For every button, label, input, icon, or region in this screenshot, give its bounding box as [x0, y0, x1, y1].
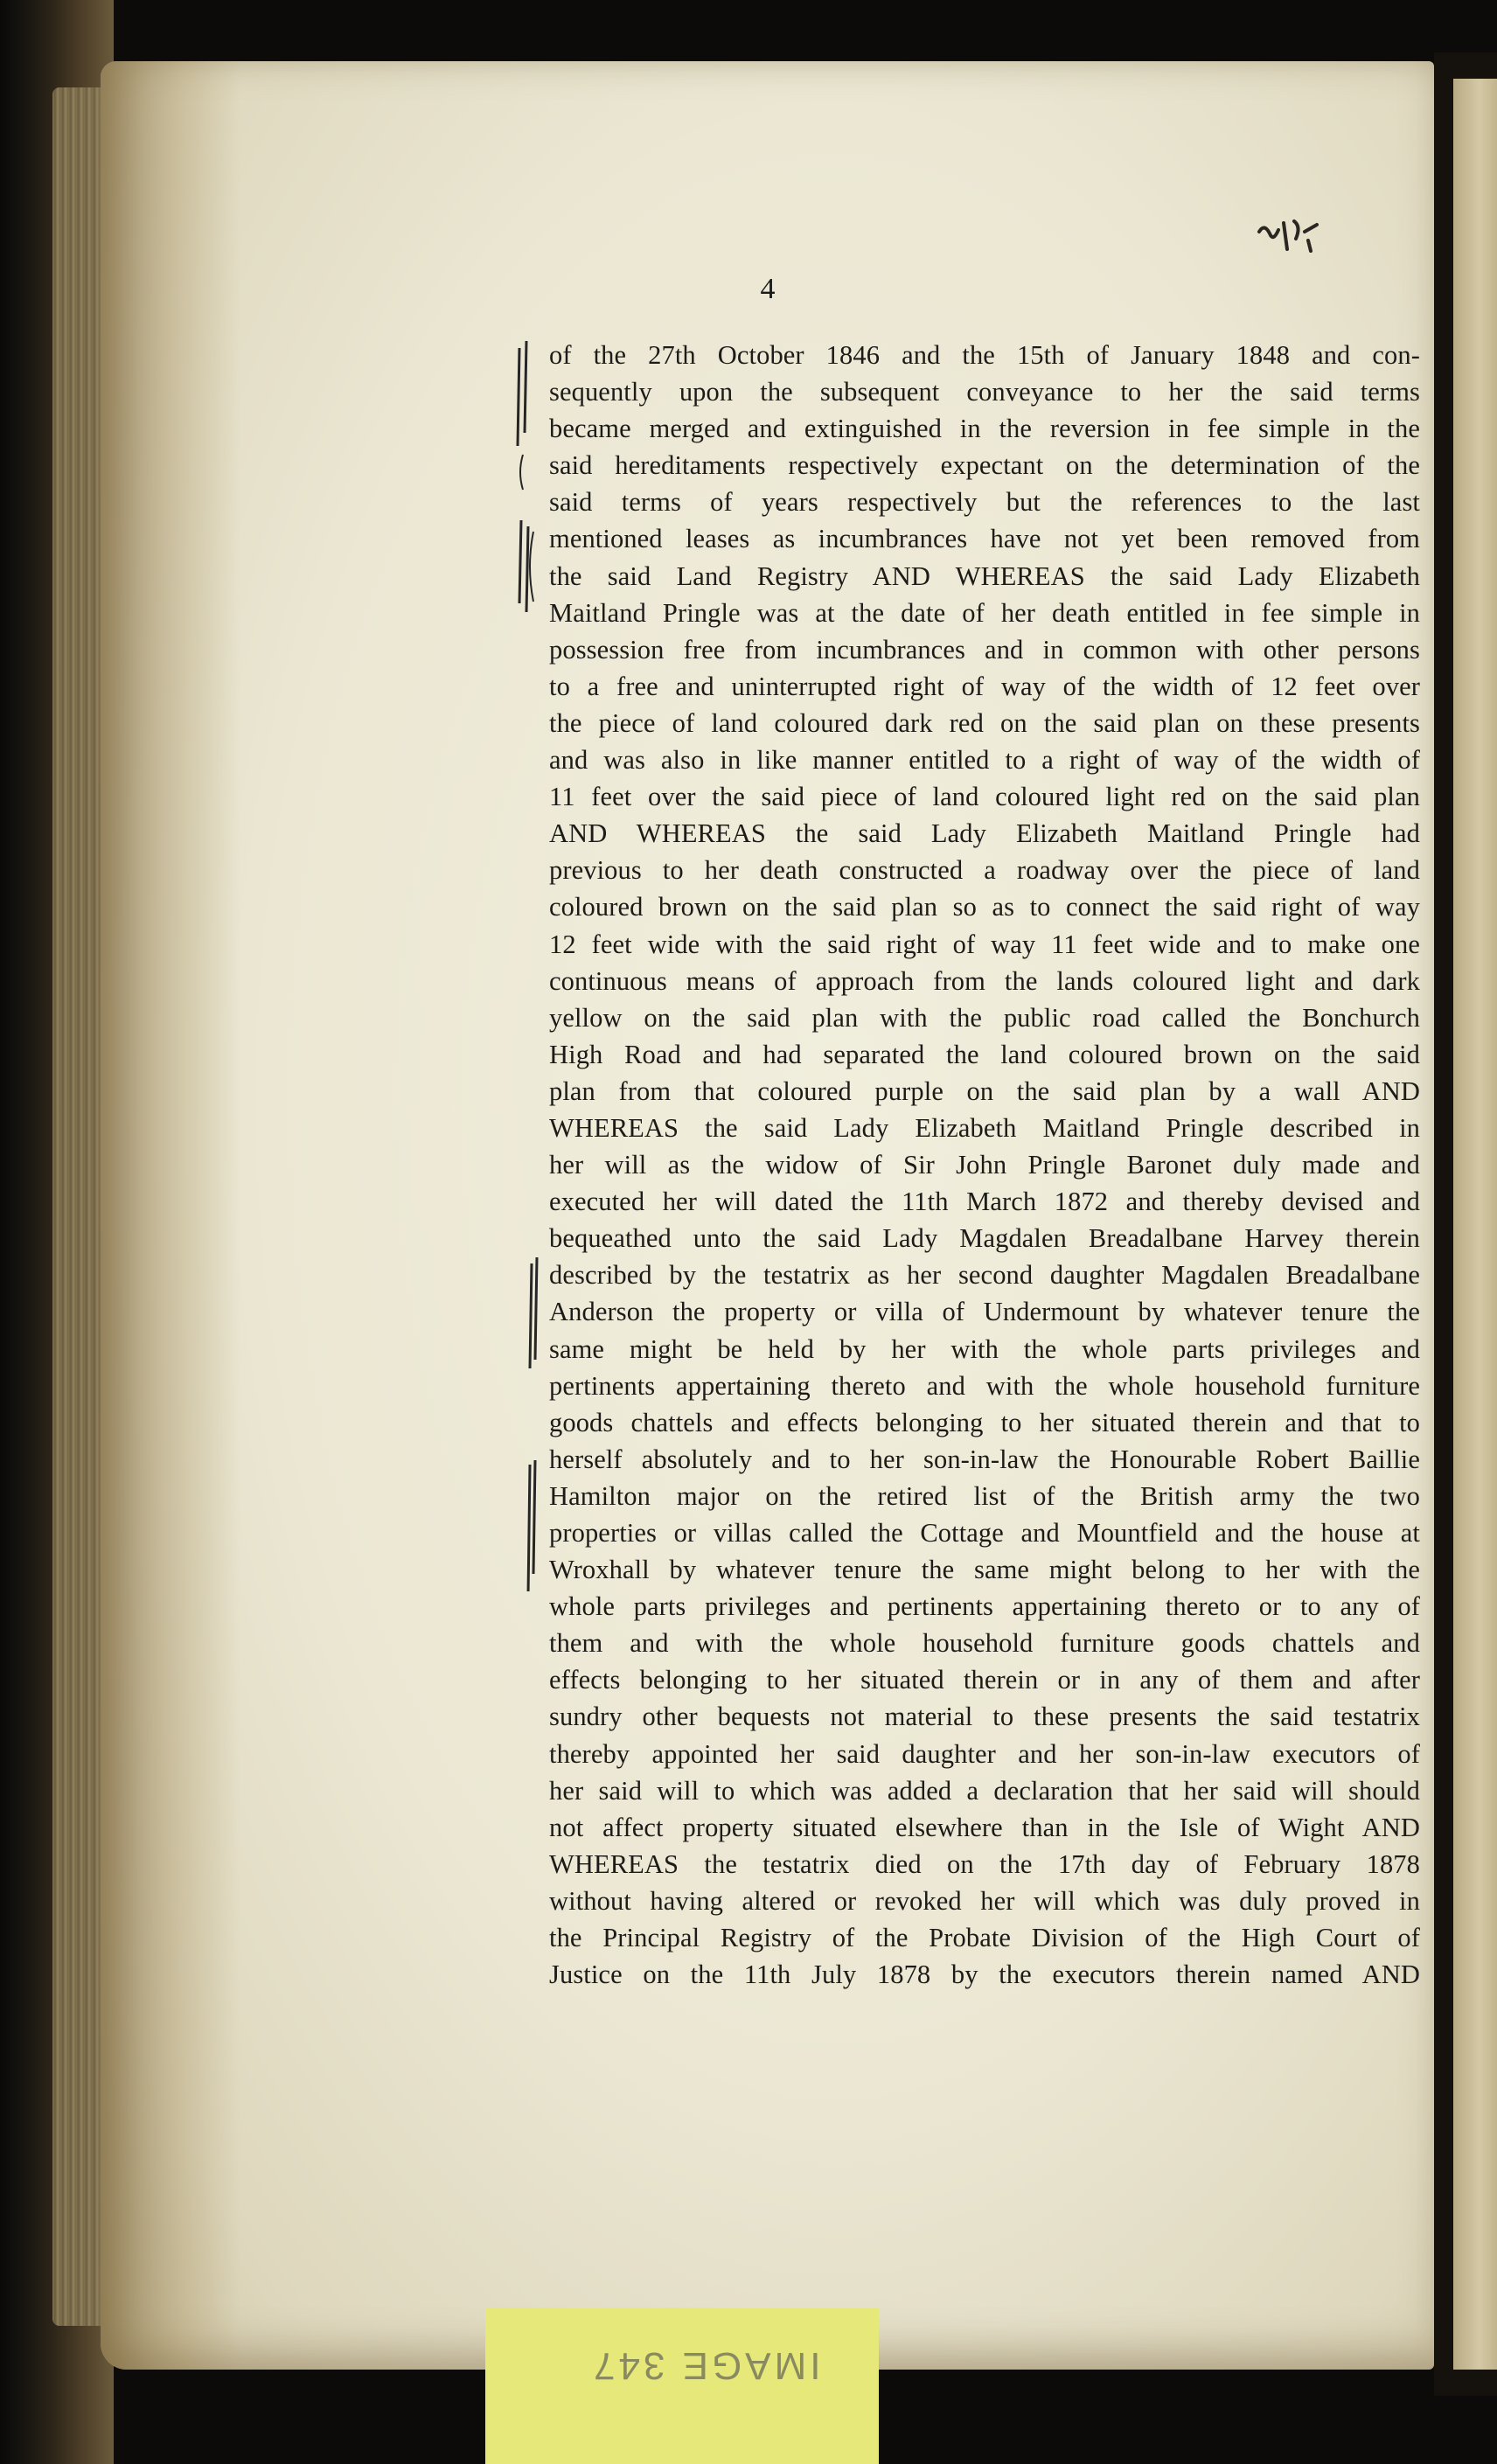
text-line: bequeathed unto the said Lady Magdalen Breadalbane Harvey therein [549, 1223, 1420, 1254]
text-line: pertinents appertaining thereto and with the whole household furniture [549, 1370, 1420, 1401]
text-line: of the 27th October 1846 and the 15th of January 1848 and con- [549, 340, 1420, 370]
text-line: High Road and had separated the land coloured brown on the said [549, 1039, 1420, 1069]
text-line: said terms of years respectively but the references to the last [549, 487, 1420, 518]
text-line: yellow on the said plan with the public road called the Bonchurch [549, 1002, 1420, 1033]
text-line: Wroxhall by whatever tenure the same might belong to her with the [549, 1555, 1420, 1585]
text-line: herself absolutely and to her son-in-law the Honourable Robert Baillie [549, 1444, 1420, 1474]
text-line: the Principal Registry of the Probate Division of the High Court of [549, 1923, 1420, 1953]
text-line: WHEREAS the testatrix died on the 17th day of February 1878 [549, 1848, 1420, 1879]
text-line: executed her will dated the 11th March 1872 and thereby devised and [549, 1187, 1420, 1217]
page-number: 4 [760, 273, 776, 305]
text-line: properties or villas called the Cottage and Mountfield and the house at [549, 1518, 1420, 1548]
text-line: AND WHEREAS the said Lady Elizabeth Maitland Pringle had [549, 818, 1420, 849]
text-line: Anderson the property or villa of Undermount by whatever tenure the [549, 1297, 1420, 1327]
next-page-edge [1453, 79, 1497, 2370]
text-line: goods chattels and effects belonging to her situated therein and that to [549, 1407, 1420, 1437]
text-line: thereby appointed her said daughter and her son-in-law executors of [549, 1738, 1420, 1769]
text-line: said hereditaments respectively expectant on the determination of the [549, 450, 1420, 481]
text-line: sundry other bequests not material to these presents the said testatrix [549, 1702, 1420, 1732]
margin-marks [507, 332, 551, 1591]
text-line: not affect property situated elsewhere than in the Isle of Wight AND [549, 1812, 1420, 1842]
text-line: previous to her death constructed a roadway over the piece of land [549, 855, 1420, 886]
text-line: mentioned leases as incumbrances have not yet been removed from [549, 524, 1420, 554]
text-line: Hamilton major on the retired list of the British army the two [549, 1480, 1420, 1511]
text-line: effects belonging to her situated therein or in any of them and after [549, 1665, 1420, 1695]
text-line: plan from that coloured purple on the said plan by a wall AND [549, 1075, 1420, 1106]
text-line: whole parts privileges and pertinents appertaining thereto or to any of [549, 1591, 1420, 1622]
text-line: her will as the widow of Sir John Pringle Baronet duly made and [549, 1150, 1420, 1180]
text-line: Justice on the 11th July 1878 by the executors therein named AND [549, 1959, 1420, 1990]
text-line: them and with the whole household furniture goods chattels and [549, 1628, 1420, 1659]
text-line: Maitland Pringle was at the date of her death entitled in fee simple in [549, 597, 1420, 628]
text-line: the said Land Registry AND WHEREAS the said Lady Elizabeth [549, 560, 1420, 591]
body-text [549, 337, 1420, 1993]
text-line: and was also in like manner entitled to a right of way of the width of [549, 745, 1420, 776]
text-line: coloured brown on the said plan so as to connect the said right of way [549, 892, 1420, 922]
archive-label-text: IMAGE 347 [590, 2344, 821, 2387]
text-line: became merged and extinguished in the reversion in fee simple in the [549, 414, 1420, 444]
text-line: same might be held by her with the whole parts privileges and [549, 1333, 1420, 1364]
text-line: WHEREAS the said Lady Elizabeth Maitland Pringle described in [549, 1112, 1420, 1143]
text-line: to a free and uninterrupted right of way of the width of 12 feet over [549, 671, 1420, 701]
text-line: the piece of land coloured dark red on the said plan on these presents [549, 707, 1420, 738]
text-line: 12 feet wide with the said right of way 11 feet wide and to make one [549, 929, 1420, 959]
page-stain [101, 61, 240, 2370]
text-line: described by the testatrix as her second daughter Magdalen Breadalbane [549, 1260, 1420, 1291]
text-line: possession free from incumbrances and in common with other persons [549, 634, 1420, 665]
archive-label [485, 2308, 879, 2464]
text-line: continuous means of approach from the lands coloured light and dark [549, 965, 1420, 996]
text-line: her said will to which was added a declaration that her said will should [549, 1775, 1420, 1806]
ink-mark [1250, 205, 1329, 275]
text-line: 11 feet over the said piece of land coloured light red on the said plan [549, 782, 1420, 812]
text-line: sequently upon the subsequent conveyance to her the said terms [549, 377, 1420, 407]
text-line: without having altered or revoked her will which was duly proved in [549, 1885, 1420, 1916]
